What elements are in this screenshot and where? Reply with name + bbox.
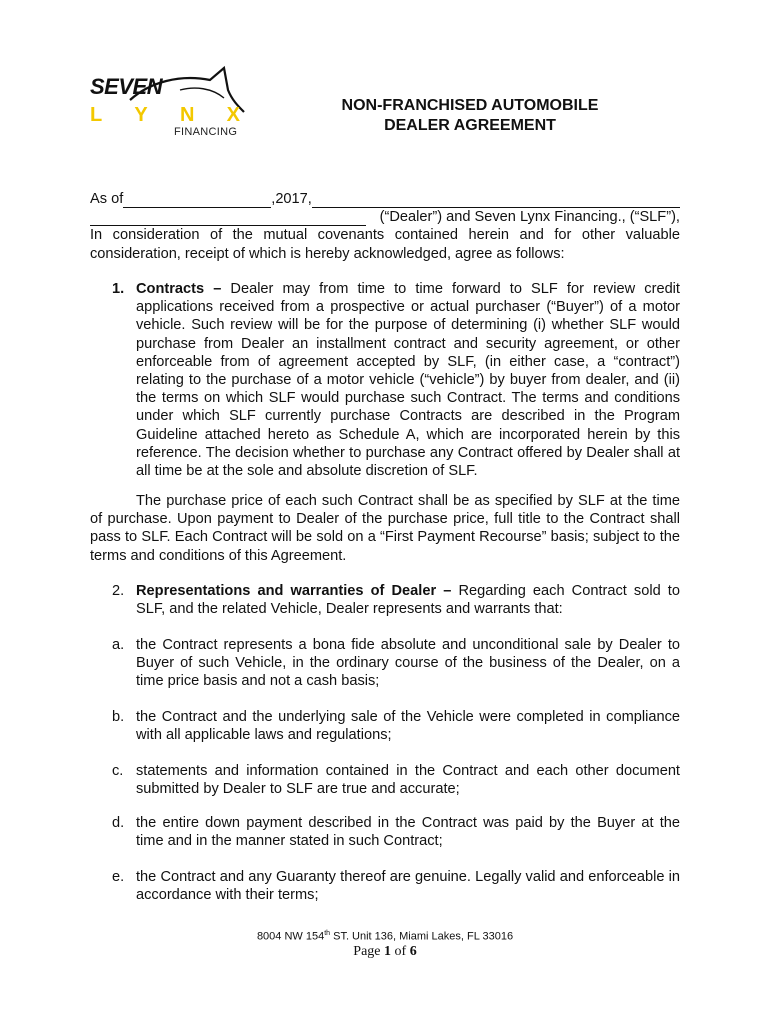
as-of-label: As of xyxy=(90,191,124,207)
list-label: a. xyxy=(112,637,125,653)
list-item-b xyxy=(112,708,680,744)
section-1-number: 1. xyxy=(112,281,125,297)
page-current: 1 xyxy=(384,944,392,959)
section-2-number: 2. xyxy=(112,583,125,599)
list-text: the entire down payment described in the Contract was paid by the Buyer at the time and in the manner stated in such Contract; xyxy=(136,815,680,850)
address-sup: th xyxy=(324,930,331,937)
title-line-1: NON-FRANCHISED AUTOMOBILE xyxy=(341,97,599,114)
list-text: statements and information contained in the Contract and each other document submitted by Dealer to SLF are true and accurate; xyxy=(136,763,680,798)
list-label: e. xyxy=(112,869,125,885)
title-line-2: DEALER AGREEMENT xyxy=(384,117,556,134)
logo-financing-text: FINANCING xyxy=(174,126,238,138)
logo-letter: L xyxy=(90,104,103,126)
footer-address xyxy=(0,930,770,943)
dealer-tail-text: (“Dealer”) and Seven Lynx Financing., (“SLF”), xyxy=(379,209,680,226)
logo-seven-text: SEVEN xyxy=(90,74,163,99)
list-label: b. xyxy=(112,709,125,725)
page-number xyxy=(0,944,770,960)
section-2-heading: Representations and warranties of Dealer – xyxy=(136,583,452,599)
list-text: the Contract and the underlying sale of the Vehicle were completed in compliance with all applicable laws and regulations; xyxy=(136,709,680,744)
seven-lynx-logo xyxy=(84,60,254,150)
section-2 xyxy=(112,582,680,618)
list-item-a xyxy=(112,636,680,691)
logo-letter: N xyxy=(179,104,195,126)
document-title xyxy=(300,96,640,136)
intro-paragraph xyxy=(90,190,680,263)
list-text: the Contract and any Guaranty thereof are genuine. Legally valid and enforceable in accordance with their terms; xyxy=(136,869,680,904)
list-label: c. xyxy=(112,763,124,779)
list-item-e xyxy=(112,868,680,904)
list-label: d. xyxy=(112,815,125,831)
page-word: Page xyxy=(353,944,381,959)
of-word: of xyxy=(394,944,407,959)
list-item-d xyxy=(112,814,680,850)
logo-lynx-text xyxy=(90,104,240,127)
section-1 xyxy=(112,280,680,480)
dealer-name-blank[interactable] xyxy=(312,193,680,208)
year-text: ,2017, xyxy=(271,191,312,207)
section-1-text: Dealer may from time to time forward to SLF for review credit applications received from a prospective or actual purchaser (“Buyer”) of a motor vehicle. Such review will be for the purpose of determining (i) whether SLF would purchase from Dealer an installment contract and security agreement, or other enforceable from of agreement accepted by SLF, (in either case, a “contract”) relating to the purchase of a motor vehicle (“vehicle”) by buyer from dealer, and (ii) the terms on which SLF would purchase such Contract. The terms and conditions under which SLF currently purchase Contracts are described in the Program Guideline attached hereto as Schedule A, which are incorporated herein by this reference. The decision whether to purchase any Contract offered by Dealer shall at all time be at the sole and absolute discretion of SLF. xyxy=(136,281,680,480)
address-post: ST. Unit 136, Miami Lakes, FL 33016 xyxy=(330,930,514,943)
dealer-name-blank-2[interactable] xyxy=(90,211,366,226)
address-pre: 8004 NW 154 xyxy=(256,930,325,943)
logo-letter: X xyxy=(226,104,240,126)
date-blank[interactable] xyxy=(123,193,271,208)
section-2-text: Regarding each Contract sold to SLF, and the related Vehicle, Dealer represents and warrants that: xyxy=(136,583,680,618)
logo-letter: Y xyxy=(134,104,148,126)
section-1-heading: Contracts – xyxy=(136,281,222,297)
list-item-c xyxy=(112,762,680,798)
consideration-text: In consideration of the mutual covenants contained herein and for other valuable consideration, receipt of which is hereby acknowledged, agree as follows: xyxy=(90,227,680,262)
list-text: the Contract represents a bona fide absolute and unconditional sale by Dealer to Buyer of such Vehicle, in the ordinary course of the business of the Dealer, on a time price basis and not a cash basis; xyxy=(136,637,680,690)
purchase-price-paragraph: The purchase price of each such Contract shall be as specified by SLF at the time of purchase. Upon payment to Dealer of the purchase price, full title to the Contract shall pass to SLF. Each Contract will be sold on a “First Payment Recourse” basis; subject to the terms and conditions of this Agreement. xyxy=(90,493,680,564)
page-total: 6 xyxy=(409,944,417,959)
